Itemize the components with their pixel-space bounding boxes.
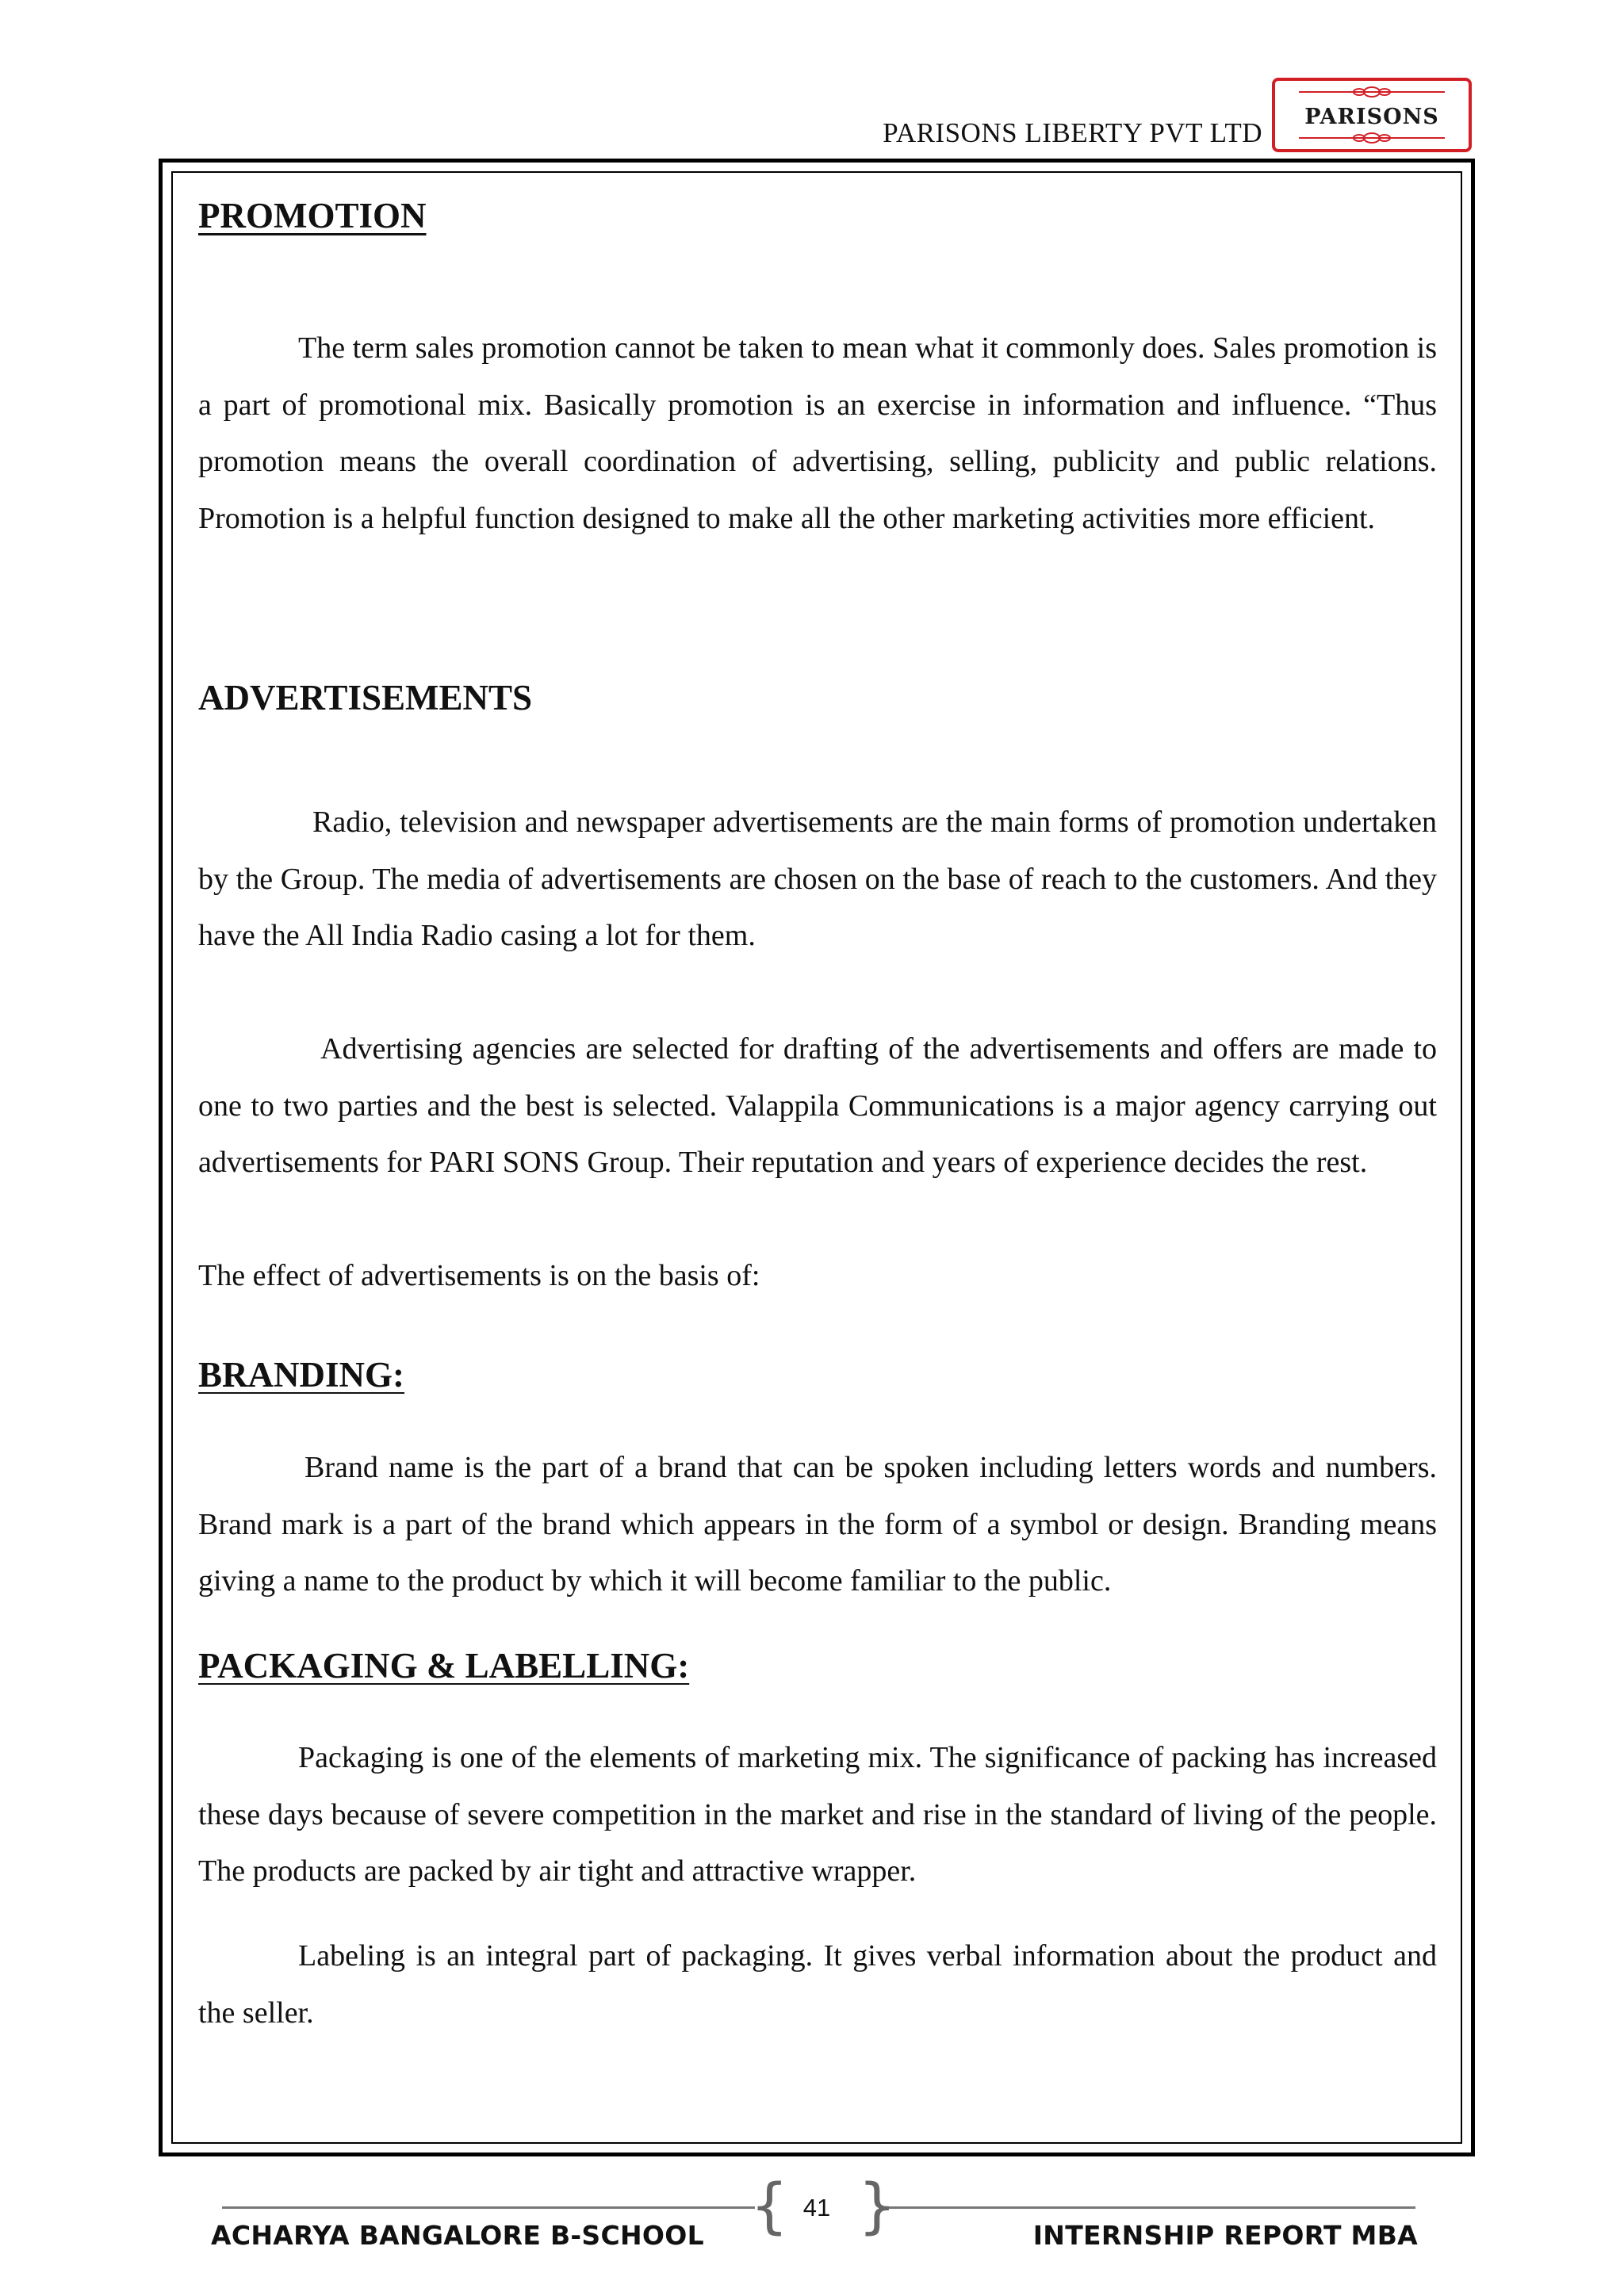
- footer-rule-left: [222, 2206, 755, 2209]
- paragraph-packaging: Packaging is one of the elements of marketing mix. The significance of packing has increased these days because of severe competition in the market and rise in the standard of living of the people. The products are packed by air tight and attractive wrapper.: [198, 1741, 1437, 1888]
- paragraph-advertisements-3: The effect of advertisements is on the basis of:: [198, 1259, 760, 1292]
- page-number: 41: [802, 2194, 831, 2221]
- heading-advertisements: ADVERTISEMENTS: [198, 678, 533, 718]
- company-logo: [1272, 78, 1472, 152]
- header-company-name: PARISONS LIBERTY PVT LTD: [883, 117, 1262, 148]
- paragraph-advertisements-2: Advertising agencies are selected for drafting of the advertisements and offers are made to one to two parties and the best is selected. Valappila Communications is a major agency carrying out advertisements for PARI SONS Group. Their reputation and years of experience decides the rest.: [198, 1032, 1437, 1179]
- footer-school-name: ACHARYA BANGALORE B-SCHOOL: [211, 2220, 704, 2251]
- heading-packaging-labelling: PACKAGING & LABELLING:: [198, 1646, 690, 1686]
- footer-report-title: INTERNSHIP REPORT MBA: [1032, 2220, 1418, 2251]
- right-brace-icon: }: [858, 2170, 897, 2241]
- logo-text: PARISONS: [1304, 105, 1439, 129]
- footer-rule-right: [879, 2206, 1415, 2209]
- paragraph-labelling: Labeling is an integral part of packaging. It gives verbal information about the product and the seller.: [198, 1939, 1437, 2030]
- paragraph-branding: Brand name is the part of a brand that can be spoken including letters words and numbers. Brand mark is a part of the brand which appears in the form of a symbol or design. Branding means giving a name to the product by which it will become familiar to the public.: [198, 1451, 1437, 1598]
- paragraph-promotion: The term sales promotion cannot be taken to mean what it commonly does. Sales promotion is a part of promotional mix. Basically promotion is an exercise in information and influence. “Thus promotion means the overall coordination of advertising, selling, publicity and public relations. Promotion is a helpful function designed to make all the other marketing activities more efficient.: [198, 331, 1437, 535]
- paragraph-advertisements-1: Radio, television and newspaper advertisements are the main forms of promotion undertaken by the Group. The media of advertisements are chosen on the base of reach to the customers. And they have the All India Radio casing a lot for them.: [198, 806, 1437, 952]
- left-brace-icon: {: [750, 2170, 789, 2241]
- heading-promotion: PROMOTION: [198, 196, 427, 235]
- heading-branding: BRANDING:: [198, 1355, 405, 1395]
